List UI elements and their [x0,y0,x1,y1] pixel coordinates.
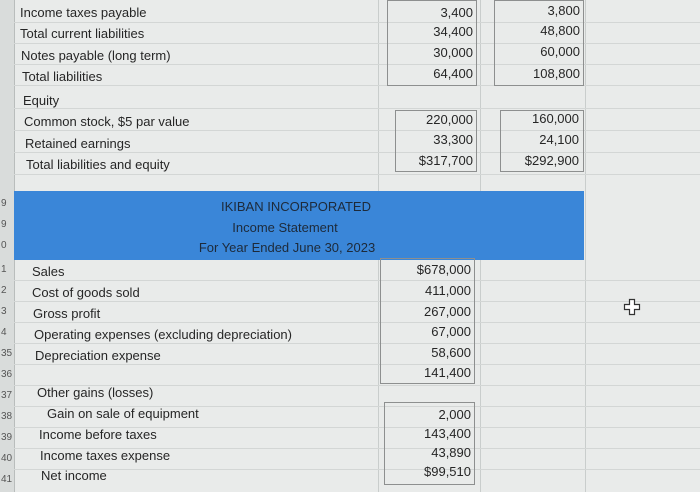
bs-value-2023[interactable]: 30,000 [433,45,473,60]
bs-value-2022[interactable]: $292,900 [524,153,579,168]
grid-row-line [14,85,700,86]
is-value[interactable]: 67,000 [431,324,471,339]
row-number[interactable]: 35 [1,348,13,359]
row-number[interactable]: 9 [1,198,7,209]
grid-row-line [14,108,700,109]
row-number[interactable]: 38 [1,411,13,422]
row-number[interactable]: 37 [1,390,13,401]
row-number[interactable]: 40 [1,453,13,464]
bs-value-2022[interactable]: 24,100 [539,132,579,147]
bs-value-2023[interactable]: $317,700 [418,153,473,168]
row-number[interactable]: 39 [1,432,13,443]
bs-value-2022[interactable]: 3,800 [547,3,580,18]
is-value[interactable]: 43,890 [431,445,471,460]
is-value[interactable]: $678,000 [416,262,471,277]
bs-value-2023[interactable]: 3,400 [440,5,473,20]
bs-label[interactable]: Income taxes payable [20,5,147,20]
bs-label[interactable]: Common stock, $5 par value [24,114,190,129]
is-value[interactable]: 411,000 [424,283,471,298]
bs-label[interactable]: Total liabilities and equity [26,157,170,172]
plus-cursor-icon [623,298,641,316]
bs-value-2022[interactable]: 60,000 [540,44,580,59]
bs-value-2022[interactable]: 160,000 [532,111,579,126]
statement-period: For Year Ended June 30, 2023 [198,240,376,255]
bs-label[interactable]: Retained earnings [25,136,131,151]
bs-value-2023[interactable]: 220,000 [426,112,473,127]
is-value[interactable]: 141,400 [424,365,471,380]
is-label[interactable]: Cost of goods sold [32,285,140,300]
grid-row-line [14,280,700,281]
is-value[interactable]: 143,400 [424,426,471,441]
bs-value-2023[interactable]: 33,300 [433,132,473,147]
is-label[interactable]: Net income [41,468,107,483]
is-label[interactable]: Income before taxes [39,427,157,442]
bs-label[interactable]: Notes payable (long term) [21,48,171,63]
bs-label[interactable]: Total liabilities [22,69,103,84]
company-name: IKIBAN INCORPORATED [220,199,371,214]
bs-label[interactable]: Total current liabilities [20,26,145,41]
row-number[interactable]: 9 [1,219,7,230]
is-label[interactable]: Operating expenses (excluding depreciation) [34,327,292,342]
is-label[interactable]: Sales [32,264,65,279]
is-value[interactable]: 58,600 [431,345,471,360]
statement-title: Income Statement [232,220,338,235]
row-number[interactable]: 41 [1,474,13,485]
bs-value-2023[interactable]: 34,400 [433,24,473,39]
row-number[interactable]: 36 [1,369,13,380]
grid-row-line [14,469,700,470]
is-value[interactable]: 2,000 [438,407,471,422]
income-statement-header[interactable] [14,191,584,260]
is-label[interactable]: Depreciation expense [35,348,161,363]
is-value[interactable]: $99,510 [424,464,471,479]
is-label[interactable]: Income taxes expense [40,448,171,463]
row-number[interactable]: 2 [1,285,7,296]
is-value[interactable]: 267,000 [424,304,471,319]
grid-row-line [14,322,700,323]
row-number[interactable]: 0 [1,240,7,251]
row-number[interactable]: 3 [1,306,7,317]
is-label[interactable]: Gain on sale of equipment [47,406,199,421]
bs-value-2022[interactable]: 108,800 [533,66,580,81]
bs-label[interactable]: Equity [23,93,60,108]
bs-value-2022[interactable]: 48,800 [540,23,580,38]
bs-value-2023[interactable]: 64,400 [433,66,473,81]
row-number[interactable]: 1 [1,264,7,275]
grid-column-line [585,0,586,492]
row-number[interactable]: 4 [1,327,7,338]
is-label[interactable]: Other gains (losses) [37,385,154,400]
is-label[interactable]: Gross profit [33,306,101,321]
